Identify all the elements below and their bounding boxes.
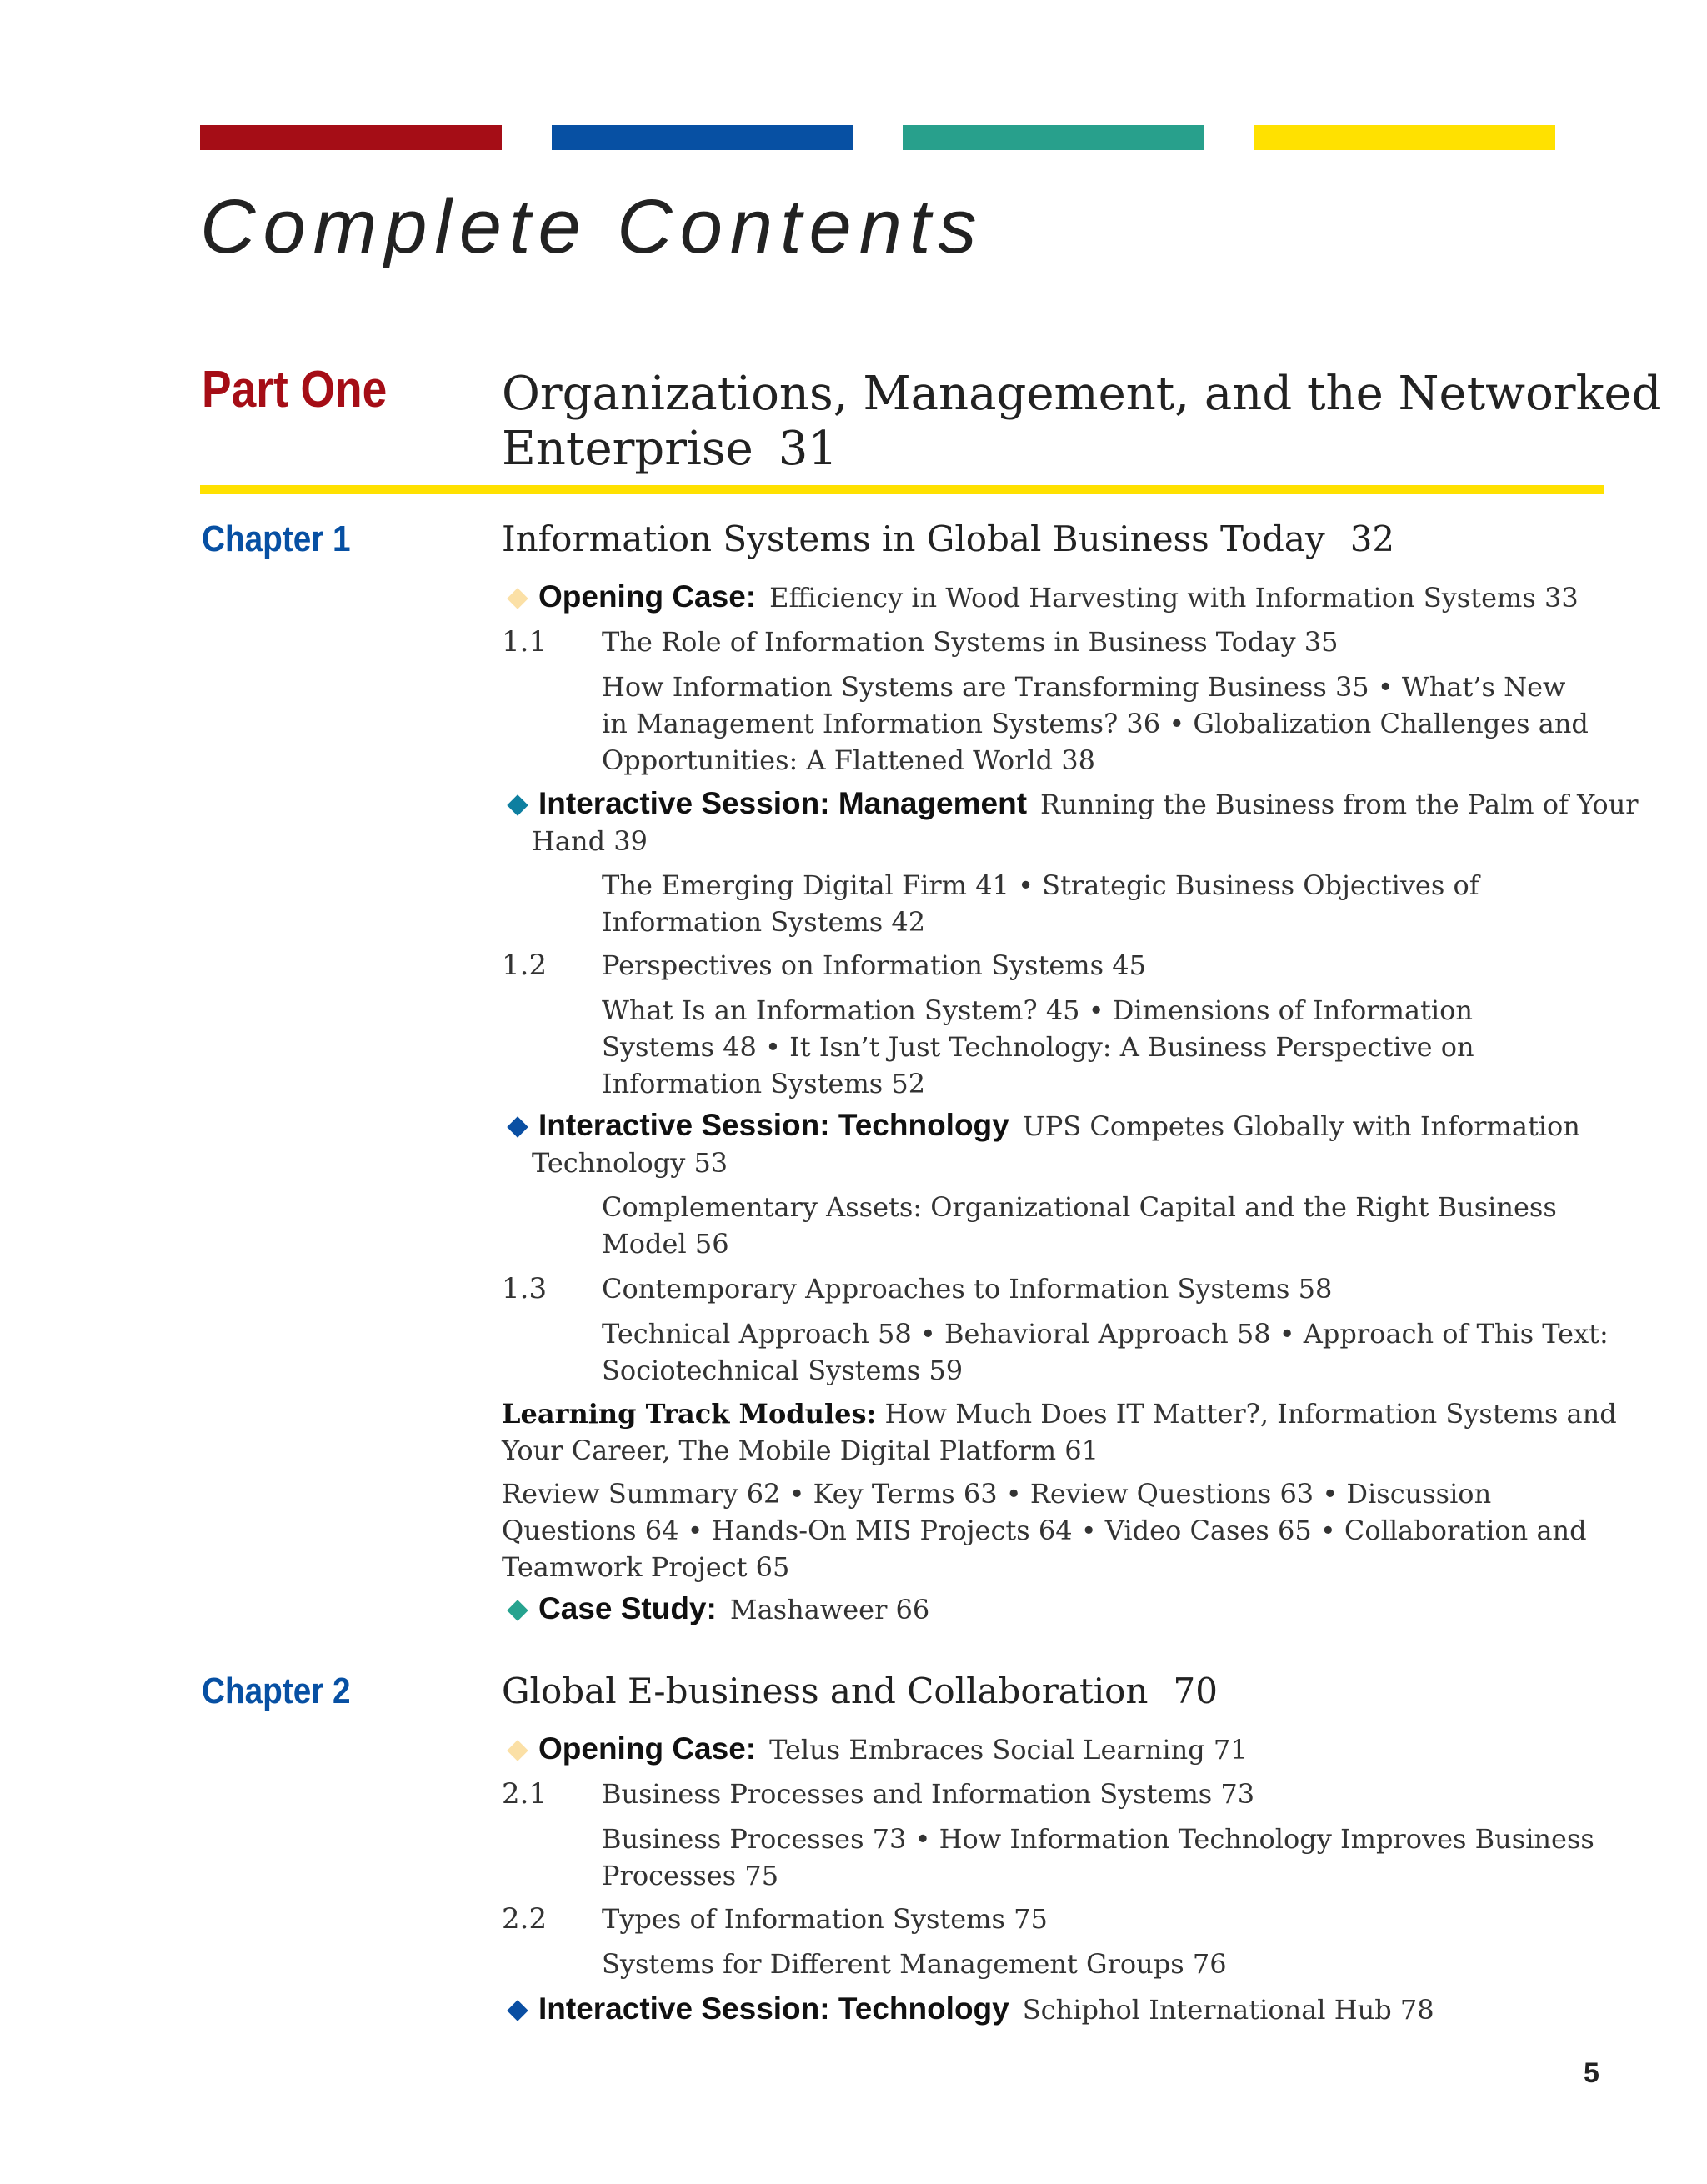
ch1-case-study	[502, 1590, 1619, 1628]
part-title-text: Enterprise	[502, 422, 753, 476]
subsection-line: Information Systems 42	[602, 906, 926, 938]
chapter-2-title-text: Global E-business and Collaboration	[502, 1671, 1149, 1711]
session-text: Schiphol International Hub 78	[1022, 1994, 1434, 2026]
section-number: 1.1	[502, 625, 548, 659]
chapter-1-page: 32	[1349, 518, 1395, 559]
subsection-2-1	[602, 1821, 1619, 1894]
subsection-line: Business Processes 73 • How Information Technology Improves Business	[602, 1823, 1594, 1855]
page-number: 5	[1584, 2057, 1599, 2089]
subsection-1-2b	[602, 1189, 1619, 1262]
session-text: Running the Business from the Palm of Your	[1040, 789, 1639, 820]
diamond-icon	[507, 1116, 528, 1137]
ch2-opening-case	[502, 1731, 1619, 1768]
ch1-interactive-session-management	[502, 785, 1639, 859]
review-line: Questions 64 • Hands-On MIS Projects 64 • Video Cases 65 • Collaboration and	[502, 1515, 1587, 1546]
ch1-interactive-session-technology	[502, 1107, 1619, 1181]
case-study-text: Mashaweer 66	[729, 1594, 930, 1625]
diamond-icon	[507, 2000, 528, 2021]
session-head: Interactive Session: Management	[538, 786, 1028, 820]
opening-case-head: Opening Case:	[538, 1731, 757, 1766]
part-title-line2	[502, 422, 1619, 477]
subsection-line: Systems for Different Management Groups 76	[602, 1948, 1227, 1980]
subsection-1-1	[602, 669, 1619, 779]
session-text: UPS Competes Globally with Information	[1022, 1110, 1580, 1142]
subsection-line: Information Systems 52	[602, 1068, 926, 1100]
subsection-line: How Information Systems are Transforming Business 35 • What’s New	[602, 671, 1566, 703]
ch2-interactive-session-technology	[502, 1991, 1619, 2028]
subsection-line: Systems 48 • It Isn’t Just Technology: A Business Perspective on	[602, 1031, 1474, 1063]
section-title: The Role of Information Systems in Business Today 35	[602, 626, 1339, 658]
part-title-line1: Organizations, Management, and the Networked	[502, 367, 1662, 421]
session-text-cont: Hand 39	[532, 825, 648, 857]
diamond-icon	[507, 1600, 528, 1620]
subsection-line: Complementary Assets: Organizational Capital and the Right Business	[602, 1191, 1557, 1223]
opening-case-text: Telus Embraces Social Learning 71	[769, 1734, 1248, 1766]
subsection-line: What Is an Information System? 45 • Dimensions of Information	[602, 994, 1473, 1026]
accent-bar-yellow	[1254, 125, 1555, 150]
chapter-1-title-text: Information Systems in Global Business Today	[502, 518, 1325, 559]
chapter-2-page: 70	[1173, 1671, 1218, 1711]
diamond-icon	[507, 1740, 528, 1761]
subsection-1-1b	[602, 867, 1619, 940]
section-number: 1.2	[502, 949, 548, 982]
review-line: Review Summary 62 • Key Terms 63 • Review Questions 63 • Discussion	[502, 1478, 1492, 1510]
diamond-icon	[507, 794, 528, 815]
subsection-1-2	[602, 992, 1619, 1102]
subsection-line: Opportunities: A Flattened World 38	[602, 744, 1096, 776]
session-head: Interactive Session: Technology	[538, 1108, 1009, 1142]
opening-case-head: Opening Case:	[538, 579, 757, 614]
part-divider	[200, 485, 1604, 494]
case-study-head: Case Study:	[538, 1591, 717, 1625]
chapter-2-label: Chapter 2	[202, 1671, 351, 1711]
section-number: 1.3	[502, 1272, 548, 1305]
chapter-1-title	[502, 518, 1394, 559]
review-line: Teamwork Project 65	[502, 1551, 790, 1583]
section-title: Types of Information Systems 75	[602, 1903, 1048, 1935]
part-label: Part One	[202, 361, 388, 418]
diamond-icon	[507, 588, 528, 609]
section-title: Business Processes and Information Systems 73	[602, 1778, 1255, 1810]
section-number: 2.2	[502, 1902, 548, 1936]
section-title: Perspectives on Information Systems 45	[602, 949, 1146, 981]
subsection-line: Processes 75	[602, 1860, 779, 1891]
chapter-review	[502, 1475, 1619, 1585]
accent-bar-red	[200, 125, 502, 150]
chapter-2-title	[502, 1671, 1218, 1711]
subsection-line: in Management Information Systems? 36 • Globalization Challenges and	[602, 708, 1589, 739]
part-title	[502, 367, 1662, 477]
session-head: Interactive Session: Technology	[538, 1991, 1009, 2026]
learning-track-text-cont: Your Career, The Mobile Digital Platform 61	[502, 1435, 1099, 1466]
subsection-line: The Emerging Digital Firm 41 • Strategic Business Objectives of	[602, 869, 1479, 901]
subsection-line: Model 56	[602, 1228, 729, 1260]
section-title: Contemporary Approaches to Information Systems 58	[602, 1273, 1333, 1305]
chapter-1-label: Chapter 1	[202, 518, 351, 559]
part-page: 31	[778, 422, 838, 476]
learning-track-modules	[502, 1395, 1619, 1469]
section-number: 2.1	[502, 1777, 548, 1811]
accent-bar-blue	[552, 125, 854, 150]
session-text-cont: Technology 53	[532, 1147, 728, 1179]
page-title: Complete Contents	[200, 184, 984, 269]
learning-track-head: Learning Track Modules:	[502, 1398, 877, 1430]
ch1-opening-case	[502, 579, 1619, 616]
subsection-2-2	[602, 1946, 1619, 1982]
accent-bar-teal	[903, 125, 1204, 150]
opening-case-text: Efficiency in Wood Harvesting with Information Systems 33	[769, 582, 1579, 614]
subsection-1-3	[602, 1315, 1619, 1389]
subsection-line: Sociotechnical Systems 59	[602, 1355, 964, 1386]
subsection-line: Technical Approach 58 • Behavioral Approach 58 • Approach of This Text:	[602, 1318, 1609, 1350]
learning-track-text: How Much Does IT Matter?, Information Systems and	[884, 1398, 1617, 1430]
